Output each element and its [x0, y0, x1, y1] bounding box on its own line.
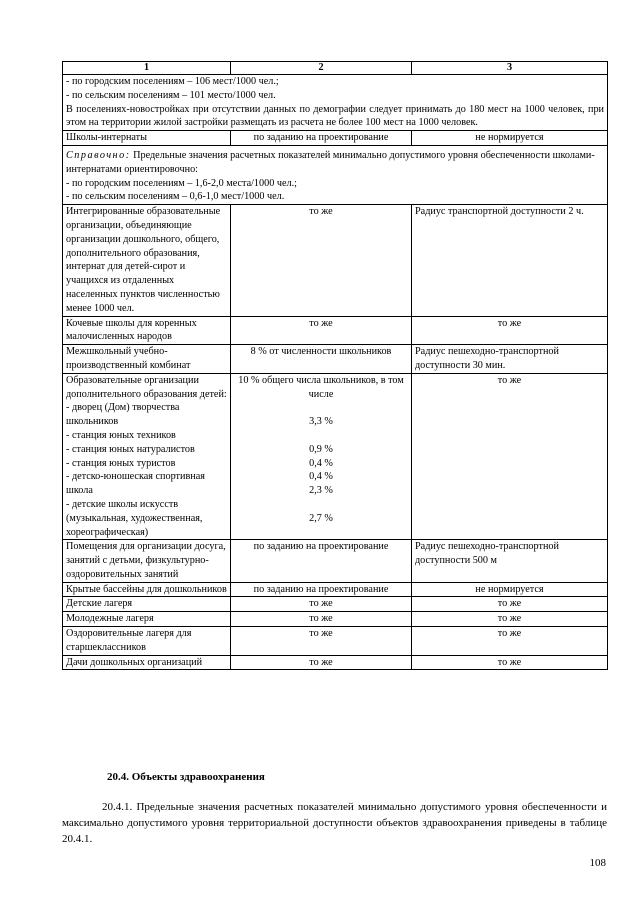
row-name: Образовательные организации дополнительного образования детей:	[66, 374, 227, 400]
row-name: Школы-интернаты	[63, 131, 231, 146]
row-norm: то же	[231, 612, 412, 627]
table-row	[63, 612, 608, 627]
row-access: то же	[412, 627, 608, 656]
table-row	[63, 345, 608, 374]
column-header: 1	[63, 62, 231, 75]
norms-table	[62, 61, 608, 670]
sub-item-name: - дворец (Дом) творчества школьников	[66, 402, 180, 428]
row-name: Оздоровительные лагеря для старшеклассников	[63, 627, 231, 656]
row-access: то же	[412, 612, 608, 627]
sub-item-name: - детско-юношеская спортивная школа	[66, 471, 205, 497]
reference-line: - по городским поселениям – 1,6-2,0 места/1000 чел.;	[66, 177, 297, 189]
row-name: Дачи дошкольных организаций	[63, 655, 231, 670]
row-norm: то же	[231, 597, 412, 612]
table-row	[63, 627, 608, 656]
row-norm: по заданию на проектирование	[231, 582, 412, 597]
body-paragraph: 20.4.1. Предельные значения расчетных показателей минимально допустимого уровня обеспеченности и максимально допустимого уровня территориальной доступности объектов здравоохранения приведены в таблице 20.4.1.	[62, 801, 607, 845]
table-row	[63, 540, 608, 582]
row-norm: то же	[231, 655, 412, 670]
row-access: Радиус пешеходно-транспортной доступности 30 мин.	[412, 345, 608, 374]
row-access: то же	[412, 597, 608, 612]
sub-item-name: - детские школы искусств (музыкальная, художественная, хореографическая)	[66, 498, 203, 538]
row-name: Кочевые школы для коренных малочисленных народов	[63, 316, 231, 345]
row-access: то же	[412, 373, 608, 540]
row-norm: по заданию на проектирование	[231, 131, 412, 146]
row-name: Помещения для организации досуга, занятий с детьми, физкультурно-оздоровительных занятий	[63, 540, 231, 582]
table-row	[63, 655, 608, 670]
reference-label: Справочно:	[66, 149, 131, 161]
section-heading: 20.4. Объекты здравоохранения	[107, 771, 265, 783]
row-norm: по заданию на проектирование	[231, 540, 412, 582]
intro-line: - по сельским поселениям – 101 место/1000 чел.	[66, 89, 276, 101]
table-row	[63, 597, 608, 612]
table-row	[63, 205, 608, 316]
row-norm: то же	[231, 205, 412, 316]
row-norm: то же	[231, 316, 412, 345]
sub-item-name: - станция юных натуралистов	[66, 443, 195, 455]
intro-row	[63, 75, 608, 131]
sub-item-value: 0,9 %	[309, 443, 333, 455]
table-row	[63, 582, 608, 597]
table-row	[63, 373, 608, 540]
row-name: Молодежные лагеря	[63, 612, 231, 627]
intro-line: - по городским поселениям – 106 мест/1000 чел.;	[66, 76, 279, 87]
row-norm: 10 % общего числа школьников, в том числе	[238, 374, 404, 400]
row-name: Детские лагеря	[63, 597, 231, 612]
column-header: 2	[231, 62, 412, 75]
sub-item-value: 2,7 %	[309, 512, 333, 524]
sub-item-value: 2,3 %	[309, 485, 333, 497]
table-row	[63, 131, 608, 146]
reference-row	[63, 145, 608, 204]
intro-line: В поселениях-новостройках при отсутствии данных по демографии следует принимать до 180 мест на 1000 человек, при этом на территории жилой застройки размещать из расчета не более 100 мест на 1000 человек.	[66, 103, 604, 129]
row-access: не нормируется	[412, 131, 608, 146]
row-name: Интегрированные образовательные организации, объединяющие организации дошкольного, общего, дополнительного образования, интернат для детей-сирот и учащихся из отдаленных населенных пунктов численностью менее 1000 чел.	[63, 205, 231, 316]
row-access: Радиус пешеходно-транспортной доступности 500 м	[412, 540, 608, 582]
page-number: 108	[589, 857, 606, 869]
table-row	[63, 316, 608, 345]
reference-text: Предельные значения расчетных показателей минимально допустимого уровня обеспеченности школами-интернатами ориентировочно:	[66, 149, 595, 175]
sub-item-name: - станция юных туристов	[66, 457, 176, 469]
sub-item-name: - станция юных техников	[66, 429, 176, 441]
row-access: то же	[412, 316, 608, 345]
reference-line: - по сельским поселениям – 0,6-1,0 мест/1000 чел.	[66, 191, 285, 203]
table-header-row	[63, 62, 608, 75]
column-header: 3	[412, 62, 608, 75]
sub-item-value: 3,3 %	[309, 416, 333, 428]
row-access: не нормируется	[412, 582, 608, 597]
row-access: то же	[412, 655, 608, 670]
row-name: Крытые бассейны для дошкольников	[63, 582, 231, 597]
sub-item-value: 0,4 %	[309, 457, 333, 469]
row-access: Радиус транспортной доступности 2 ч.	[412, 205, 608, 316]
row-name: Межшкольный учебно-производственный комбинат	[63, 345, 231, 374]
row-norm: 8 % от численности школьников	[231, 345, 412, 374]
sub-item-value: 0,4 %	[309, 471, 333, 483]
row-norm: то же	[231, 627, 412, 656]
